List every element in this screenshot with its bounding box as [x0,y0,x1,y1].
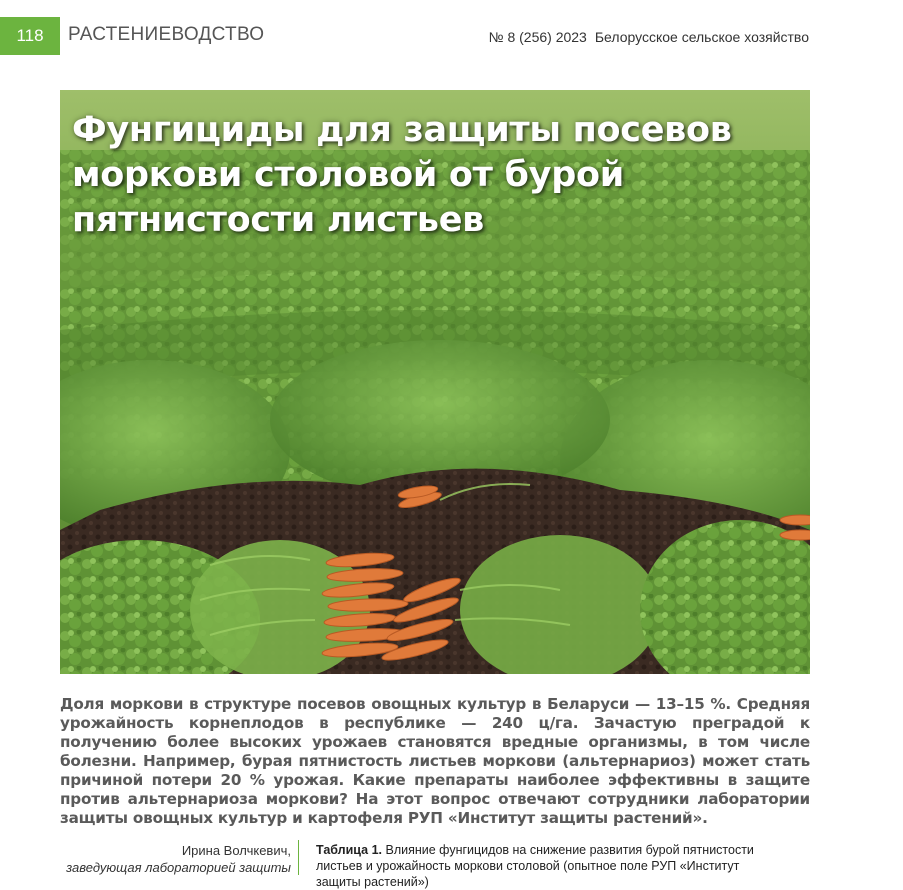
article-lead: Доля моркови в структуре посевов овощных культур в Беларуси — 13–15 %. Средняя урожайность корнеплодов в республике — 240 ц/га. Зачастую преградой к получению более высоких урожаев становятся вредные организмы, в том числе болезни. Например, бурая пятнистость листьев моркови (альтернариоз) может стать причиной потери 20 % урожая. Какие препараты наиболее эффективны в защите против альтернариоза моркови? На этот вопрос отвечают сотрудники лаборатории защиты овощных культур и картофеля РУП «Институт защиты растений». [60,695,810,827]
article-title: Фунгициды для защиты посевов моркови столовой от бурой пятнистости листьев [72,110,732,240]
table-caption-label: Таблица 1. [316,843,382,857]
column-divider [298,840,299,875]
author-role: заведующая лабораторией защиты [66,860,291,875]
issue-info [489,29,809,45]
author-name: Ирина Волчкевич, [181,843,291,858]
table-caption [316,842,786,890]
page-number: 118 [0,17,60,55]
section-title: РАСТЕНИЕВОДСТВО [68,24,265,45]
author-block [66,842,291,876]
table-caption-text: Влияние фунгицидов на снижение развития бурой пятнистости листьев и урожайность моркови столовой (опытное поле РУП «Институт защиты растений») [316,843,754,889]
carrot-field-photo [60,90,810,674]
journal-name: Белорусское сельское хозяйство [594,29,809,45]
issue-number: № 8 (256) 2023 [488,29,587,45]
